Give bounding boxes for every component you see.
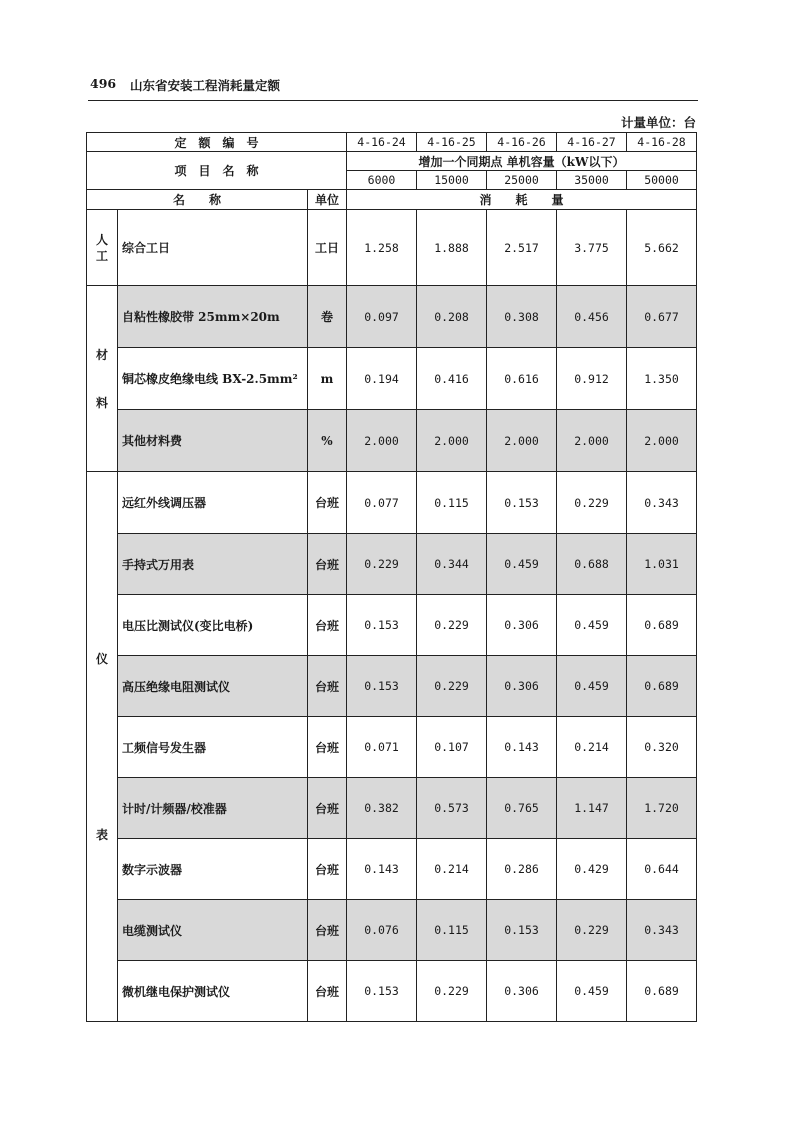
unit-note: 计量单位：台 [620,115,696,130]
row-value: 5.662 [627,210,697,286]
row-value: 2.517 [487,210,557,286]
page-header [88,74,698,101]
row-unit: 台班 [308,900,347,961]
row-value: 0.689 [627,961,697,1022]
row-value: 0.616 [487,348,557,410]
table-row [87,961,697,1022]
book-title: 山东省安装工程消耗量定额 [130,78,281,93]
column-header-row [87,190,697,210]
row-value: 2.000 [487,410,557,472]
col-name-header: 名 称 [87,190,308,210]
table-row [87,839,697,900]
capacity-cell: 6000 [347,171,417,190]
row-name: 其他材料费 [118,410,308,472]
row-value: 0.689 [627,595,697,656]
row-value: 0.229 [417,961,487,1022]
table-row [87,656,697,717]
category-char: 工 [95,248,108,263]
row-value: 0.115 [417,900,487,961]
category-char: 材 [95,347,108,362]
table-row [87,210,697,286]
col-unit-header: 单位 [308,190,347,210]
category-labor [87,210,118,286]
row-value: 0.214 [417,839,487,900]
row-value: 1.031 [627,534,697,595]
col-consumption-header: 消 耗 量 [347,190,697,210]
row-value: 0.456 [557,286,627,348]
row-unit: 工日 [308,210,347,286]
code-cell: 4-16-26 [487,133,557,152]
row-value: 3.775 [557,210,627,286]
category-char: 表 [95,827,108,842]
row-unit: m [308,348,347,410]
row-value: 0.382 [347,778,417,839]
table-row [87,595,697,656]
row-unit: 台班 [308,839,347,900]
row-name: 电缆测试仪 [118,900,308,961]
row-value: 0.306 [487,595,557,656]
table-row [87,534,697,595]
row-value: 0.229 [347,534,417,595]
row-value: 0.194 [347,348,417,410]
row-value: 0.459 [557,595,627,656]
code-cell: 4-16-25 [417,133,487,152]
row-name: 综合工日 [118,210,308,286]
row-name: 数字示波器 [118,839,308,900]
row-value: 1.258 [347,210,417,286]
row-value: 0.308 [487,286,557,348]
category-char: 仪 [95,651,108,666]
capacity-cell: 50000 [627,171,697,190]
row-unit: 台班 [308,778,347,839]
row-value: 0.077 [347,472,417,534]
row-name: 远红外线调压器 [118,472,308,534]
item-label: 项 目 名 称 [87,152,347,190]
row-value: 0.306 [487,656,557,717]
table-row [87,900,697,961]
row-value: 0.459 [557,961,627,1022]
row-value: 2.000 [557,410,627,472]
category-instrument [87,472,118,1022]
capacity-cell: 25000 [487,171,557,190]
row-value: 0.107 [417,717,487,778]
row-unit: 台班 [308,534,347,595]
row-unit: 台班 [308,717,347,778]
row-value: 0.229 [557,900,627,961]
row-name: 电压比测试仪(变比电桥) [118,595,308,656]
row-unit: 卷 [308,286,347,348]
row-name: 计时/计频器/校准器 [118,778,308,839]
page-number: 496 [90,76,117,91]
row-name: 微机继电保护测试仪 [118,961,308,1022]
row-value: 1.147 [557,778,627,839]
row-value: 0.320 [627,717,697,778]
row-value: 0.286 [487,839,557,900]
row-value: 0.343 [627,472,697,534]
row-value: 1.888 [417,210,487,286]
capacity-cell: 35000 [557,171,627,190]
row-name: 工频信号发生器 [118,717,308,778]
row-value: 0.229 [557,472,627,534]
category-char: 料 [95,395,108,410]
row-value: 0.153 [347,961,417,1022]
row-value: 0.344 [417,534,487,595]
table-row [87,778,697,839]
row-name: 高压绝缘电阻测试仪 [118,656,308,717]
table-row [87,348,697,410]
row-value: 0.208 [417,286,487,348]
capacity-cell: 15000 [417,171,487,190]
item-desc-row [87,152,697,171]
category-char: 人 [95,232,108,247]
quota-table [86,132,697,1022]
row-value: 0.229 [417,656,487,717]
row-unit: 台班 [308,961,347,1022]
row-value: 0.153 [487,472,557,534]
row-value: 0.573 [417,778,487,839]
row-value: 2.000 [417,410,487,472]
row-value: 0.765 [487,778,557,839]
row-value: 0.143 [347,839,417,900]
row-value: 0.429 [557,839,627,900]
row-value: 0.071 [347,717,417,778]
code-cell: 4-16-28 [627,133,697,152]
row-value: 1.350 [627,348,697,410]
category-material [87,286,118,472]
row-value: 0.416 [417,348,487,410]
row-value: 2.000 [627,410,697,472]
row-unit: 台班 [308,595,347,656]
table-row [87,286,697,348]
row-value: 0.214 [557,717,627,778]
row-value: 0.115 [417,472,487,534]
row-name: 铜芯橡皮绝缘电线 BX-2.5mm² [118,348,308,410]
row-value: 0.306 [487,961,557,1022]
table-row [87,717,697,778]
row-value: 0.153 [347,656,417,717]
row-value: 0.689 [627,656,697,717]
row-value: 0.076 [347,900,417,961]
row-unit: % [308,410,347,472]
row-value: 0.677 [627,286,697,348]
row-value: 0.912 [557,348,627,410]
row-value: 0.229 [417,595,487,656]
row-value: 0.459 [557,656,627,717]
row-value: 0.459 [487,534,557,595]
code-cell: 4-16-27 [557,133,627,152]
row-unit: 台班 [308,656,347,717]
row-value: 0.153 [487,900,557,961]
row-value: 1.720 [627,778,697,839]
table-row [87,472,697,534]
row-value: 0.143 [487,717,557,778]
code-cell: 4-16-24 [347,133,417,152]
row-value: 0.644 [627,839,697,900]
row-value: 0.097 [347,286,417,348]
code-label: 定 额 编 号 [87,133,347,152]
row-name: 自粘性橡胶带 25mm×20m [118,286,308,348]
item-desc: 增加一个同期点 单机容量（kW以下） [347,152,697,171]
row-name: 手持式万用表 [118,534,308,595]
row-value: 0.688 [557,534,627,595]
row-unit: 台班 [308,472,347,534]
row-value: 0.153 [347,595,417,656]
code-row [87,133,697,152]
table-row [87,410,697,472]
row-value: 2.000 [347,410,417,472]
row-value: 0.343 [627,900,697,961]
